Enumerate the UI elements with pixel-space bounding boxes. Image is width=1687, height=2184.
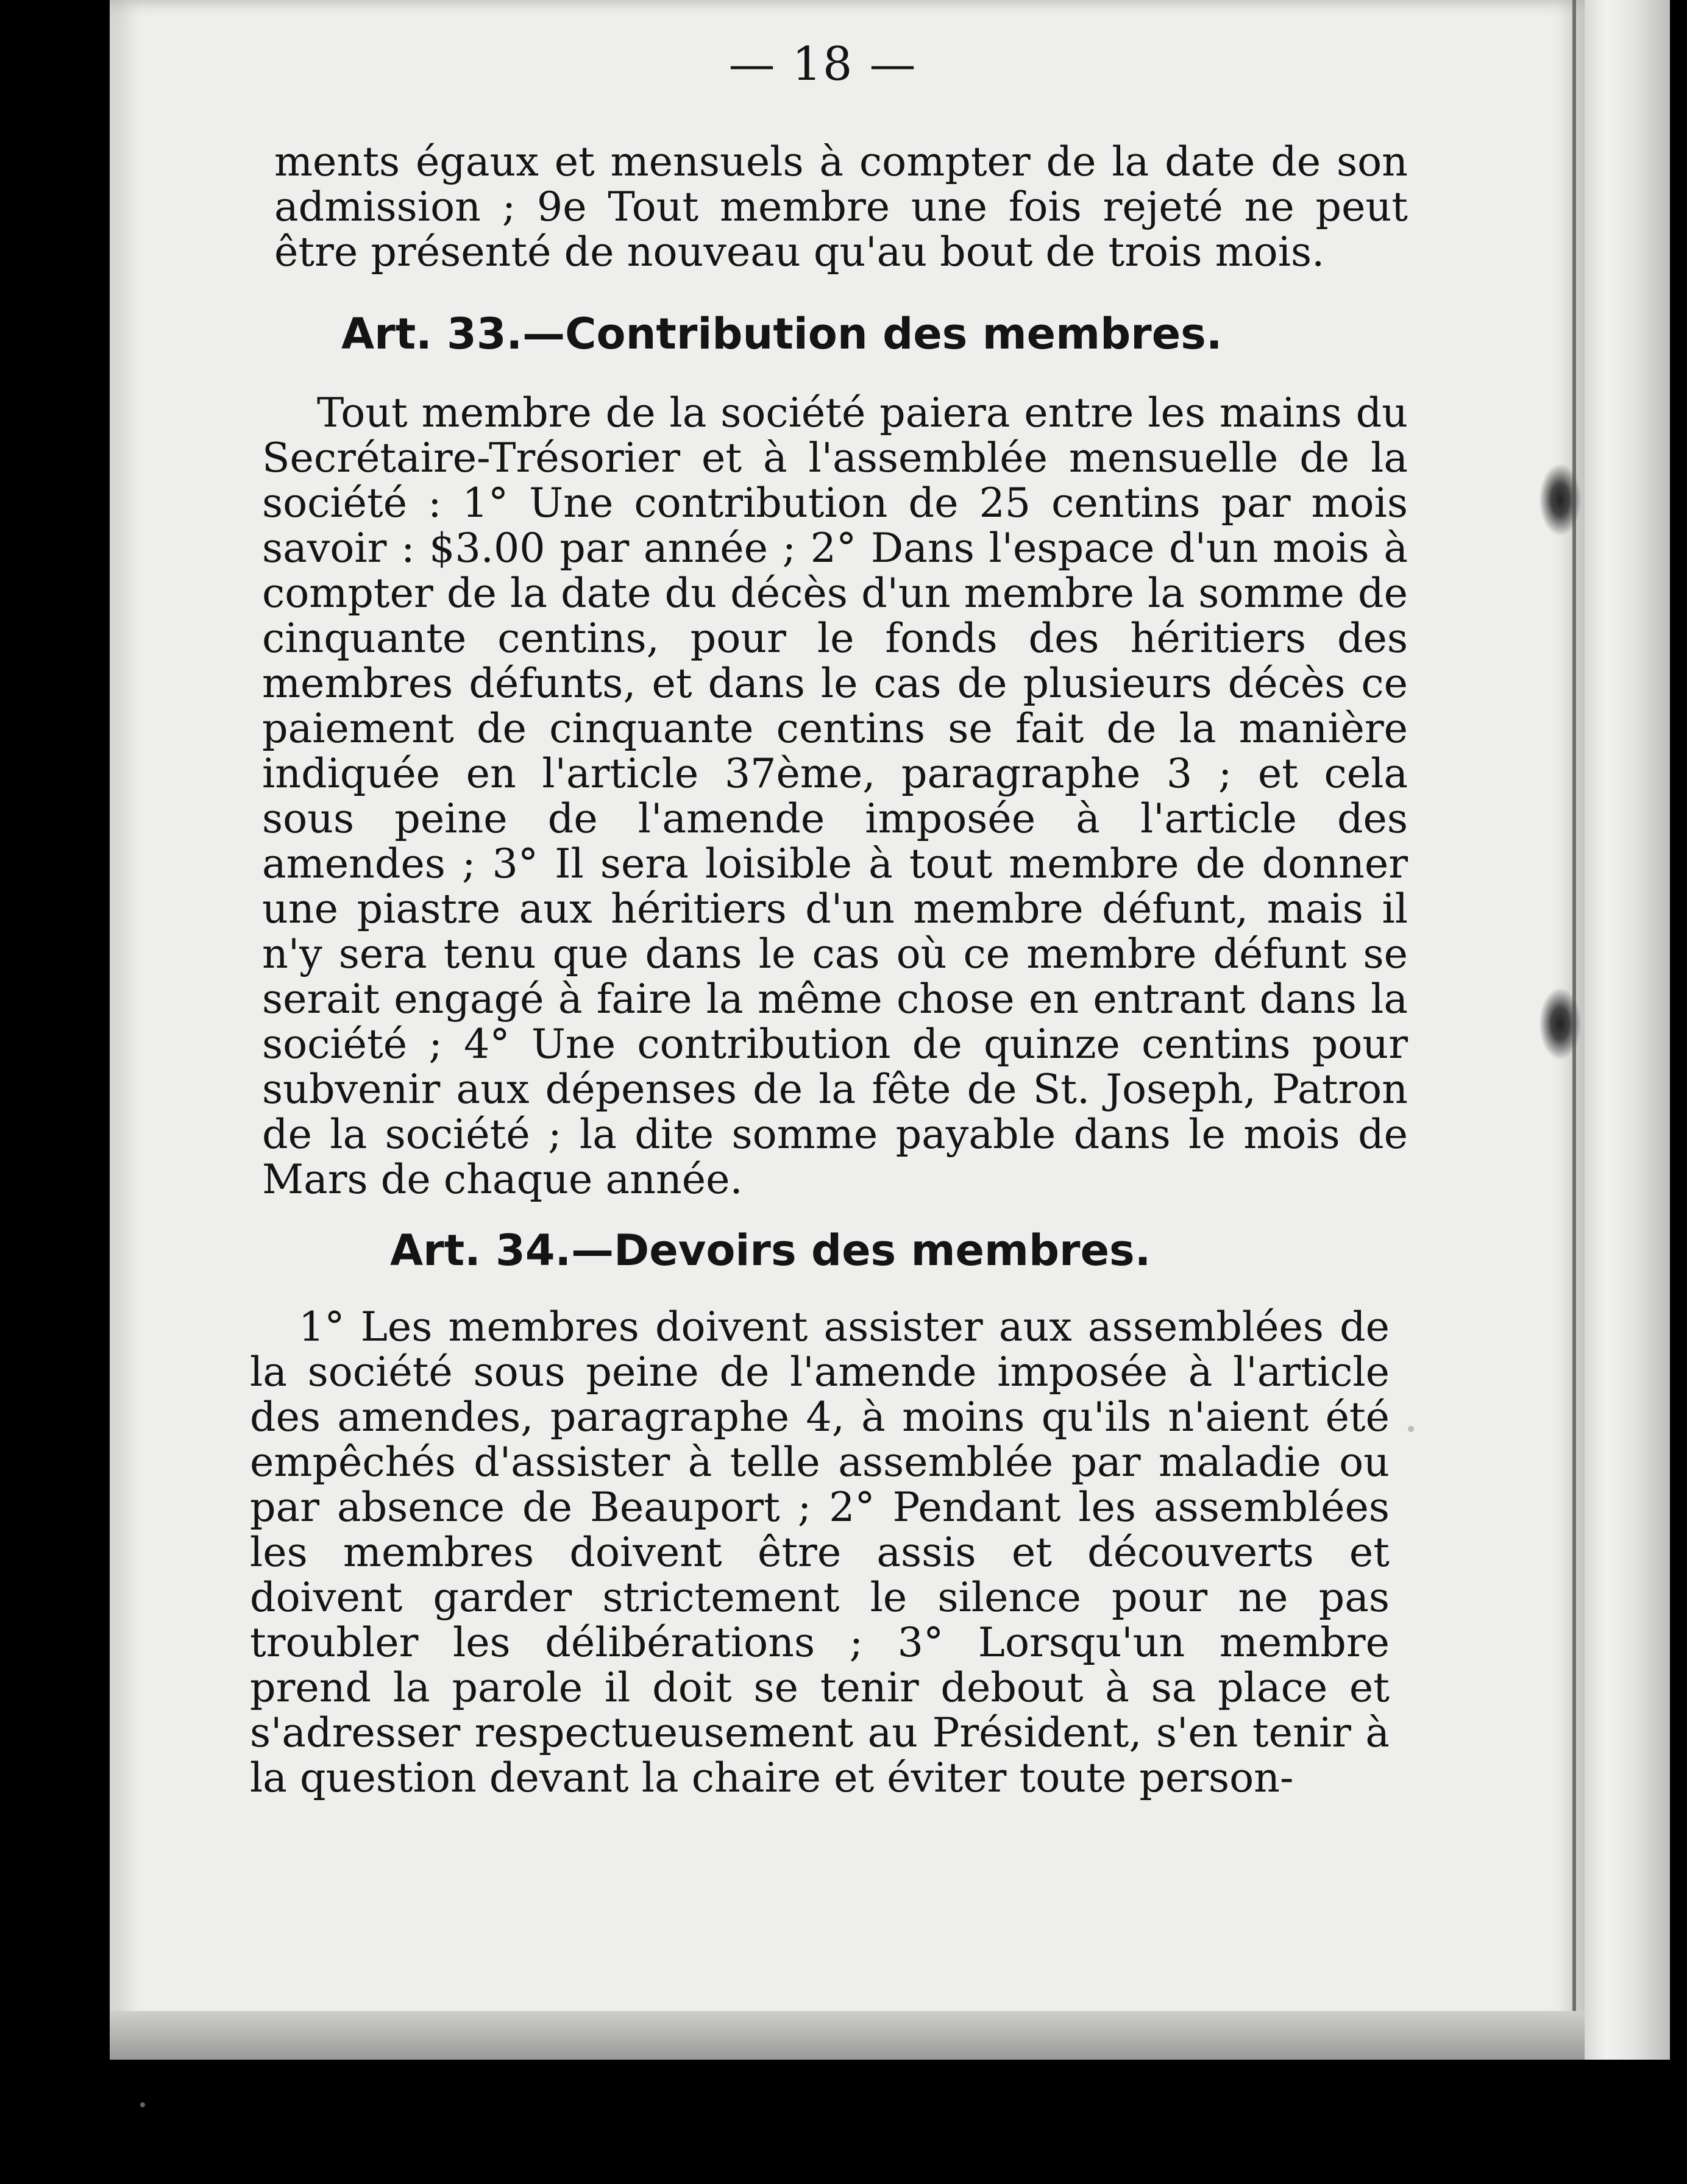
- article-33-body: Tout membre de la société paiera entre les mains du Secrétaire-Trésorier et à l'assemblée mensuelle de la société : 1° Une contribution de 25 centins par mois savoir : $3.00 par année ; 2° Dans l'espace d'un mois à compter de la date du décès d'un membre la somme de cinquante centins, pour le fonds des héritiers des membres défunts, et dans le cas de plusieurs décès ce paiement de cinquante centins se fait de la manière indiquée en l'article 37ème, paragraphe 3 ; et cela sous peine de l'amende imposée à l'article des amendes ; 3° Il sera loisible à tout membre de donner une piastre aux héritiers d'un membre défunt, mais il n'y sera tenu que dans le cas où ce membre défunt se serait engagé à faire la même chose en entrant dans la société ; 4° Une contribution de quinze centins pour subvenir aux dépenses de la fête de St. Joseph, Patron de la société ; la dite somme payable dans le mois de Mars de chaque année.: [262, 389, 1408, 1203]
- page-edge-bottom: [110, 2011, 1585, 2060]
- paper-speck: [140, 2102, 145, 2107]
- article-34-heading: Art. 34.—Devoirs des membres.: [390, 1225, 1151, 1275]
- binding-stitch: [1539, 463, 1582, 536]
- binding-stitch: [1539, 987, 1582, 1060]
- page-edge-right: [1585, 0, 1670, 2060]
- article-34-body: 1° Les membres doivent assister aux assemblées de la société sous peine de l'amende imposée à l'article des amendes, paragraphe 4, à moins qu'ils n'aient été empêchés d'assister à telle assemblée par maladie ou par absence de Beauport ; 2° Pendant les assemblées les membres doivent être assis et découverts et doivent garder strictement le silence pour ne pas troubler les délibérations ; 3° Lorsqu'un membre prend la parole il doit se tenir debout à sa place et s'adresser respectueusement au Président, s'en tenir à la question devant la chaire et éviter toute person-: [250, 1303, 1390, 1801]
- page-number: — 18 —: [728, 37, 917, 91]
- continuation-paragraph: ments égaux et mensuels à compter de la date de son admission ; 9e Tout membre une fois rejeté ne peut être présenté de nouveau qu'au bout de trois mois.: [274, 138, 1408, 275]
- article-33-heading: Art. 33.—Contribution des membres.: [341, 309, 1223, 359]
- paper-speck: [1408, 1426, 1414, 1432]
